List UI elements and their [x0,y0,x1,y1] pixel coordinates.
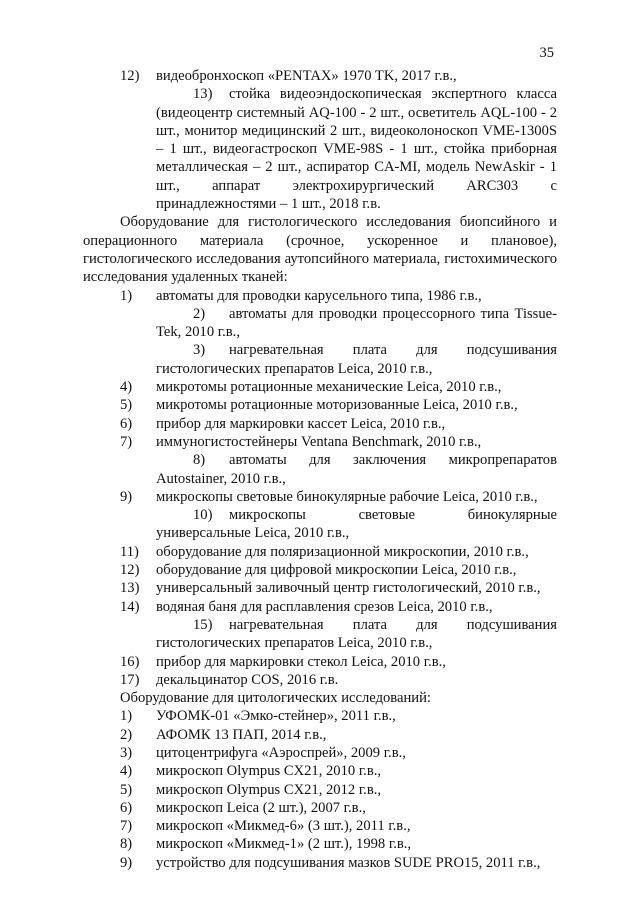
list-item-text: видеобронхоскоп «PENTAX» 1970 TK, 2017 г.в., [156,68,457,84]
list-item-number: 1) [120,287,133,304]
list-item-text: водяная баня для расплавления срезов Leica, 2010 г.в., [156,598,493,615]
list-item-number: 10) [193,507,213,524]
list-item [83,67,557,85]
list-item [83,671,557,689]
list-item-number: 7) [120,433,133,450]
list-item-text: автоматы для проводки карусельного типа, 1986 г.в., [156,287,482,304]
list-item-text: микротомы ротационные моторизованные Leica, 2010 г.в., [156,397,518,414]
list-item-text: микроскоп Olympus CX21, 2012 г.в., [156,781,382,798]
list-item-text: АФОМК 13 ПАП, 2014 г.в., [156,726,327,743]
list-item [83,488,557,506]
list-item-text: УФОМК-01 «Эмко-стейнер», 2011 г.в., [156,708,396,725]
list-item-number: 8) [193,452,206,469]
list-item [83,561,557,579]
list-item-number: 14) [120,598,140,615]
section-heading-histology: Оборудование для гистологического исследования биопсийного и операционного материала (срочное, ускоренное и плановое), гистологического исследования аутопсийного материала, гистохимического исследования удаленных тканей: [83,214,557,286]
list-item [83,287,557,305]
list-item [83,817,557,835]
list-item-number: 15) [193,616,213,633]
list-item [83,598,557,616]
list-item-text: стойка видеоэндоскопическая экспертного класса (видеоцентр системный AQ-100 - 2 шт., осветитель AQL-100 - 2 шт., монитор медицинский 2 шт., видеоколоноскоп VME-1300S – 1 шт., видеогастроскоп VME-98S - 1 шт., стойка приборная металлическая – 2 шт., аспиратор CA-MI, модель NewAskir - 1 шт., аппарат электрохирургический ARC303 с принадлежностями – 1 шт., 2018 г.в. [156,86,557,213]
list-item [83,707,557,725]
list-item-text: иммуногистостейнеры Ventana Benchmark, 2010 г.в., [156,433,482,450]
list-item-text: устройство для подсушивания мазков SUDE PRO15, 2011 г.в., [156,854,541,871]
list-item-text: оборудование для цифровой микроскопии Leica, 2010 г.в., [156,562,517,579]
list-item-text: микроскоп «Микмед-6» (3 шт.), 2011 г.в., [156,818,411,835]
section-heading-cytology: Оборудование для цитологических исследований: [120,690,431,707]
list-item-number: 13) [193,86,213,103]
list-item-number: 17) [120,671,140,688]
list-item-number: 16) [120,653,140,670]
list-item-text: микротомы ротационные механические Leica, 2010 г.в., [156,379,502,396]
list-item-number: 4) [120,763,133,780]
list-item [83,726,557,744]
list-item [83,305,557,342]
list-item-text: декальцинатор COS, 2016 г.в. [156,671,339,688]
list-item [83,616,557,653]
list-item-number: 8) [120,836,133,853]
list-item-number: 9) [120,488,133,505]
list-item [83,341,557,378]
list-item-text: универсальный заливочный центр гистологический, 2010 г.в., [156,580,541,597]
list-item-number: 7) [120,818,133,835]
list-item-text: микроскоп Olympus CX21, 2010 г.в., [156,763,382,780]
list-item-text: микроскоп «Микмед-1» (2 шт.), 1998 г.в., [156,836,412,853]
list-item-number: 9) [120,854,133,871]
list-item [83,378,557,396]
list-item [83,433,557,451]
list-item-number: 13) [120,580,140,597]
list-item-text: цитоцентрифуга «Аэроспрей», 2009 г.в., [156,744,406,761]
list-item [83,415,557,433]
list-item-number: 3) [193,342,206,359]
list-item-number: 2) [193,305,206,322]
list-item-number: 5) [120,781,133,798]
list-item-text: оборудование для поляризационной микроскопии, 2010 г.в., [156,543,529,560]
list-item [83,744,557,762]
list-item-text: микроскоп Leica (2 шт.), 2007 г.в., [156,799,366,816]
list-item [83,85,557,213]
list-item [83,653,557,671]
list-item-number: 12) [120,562,140,579]
list-item-number: 11) [120,543,139,560]
document-body [83,67,557,872]
list-item [83,543,557,561]
list-item-number: 12) [120,68,140,84]
list-item [83,762,557,780]
list-item-number: 3) [120,744,133,761]
list-item-text: нагревательная плата для подсушивания гистологических препаратов Leica, 2010 г.в., [156,342,557,377]
list-item-number: 6) [120,799,133,816]
list-item [83,396,557,414]
list-item [83,451,557,488]
list-item [83,854,557,872]
list-item-number: 1) [120,708,133,725]
page-number: 35 [539,45,554,61]
list-item-text: прибор для маркировки кассет Leica, 2010 г.в., [156,415,446,432]
list-item-number: 6) [120,415,133,432]
list-item-text: микроскопы световые бинокулярные универсальные Leica, 2010 г.в., [156,507,557,542]
list-item-text: автоматы для проводки процессорного типа Tissue-Tek, 2010 г.в., [156,305,557,341]
list-item-text: нагревательная плата для подсушивания гистологических препаратов Leica, 2010 г.в., [156,616,557,652]
list-item [83,781,557,799]
list-item-number: 2) [120,726,133,743]
list-item-text: микроскопы световые бинокулярные рабочие Leica, 2010 г.в., [156,488,538,505]
list-item [83,835,557,853]
list-item-text: прибор для маркировки стекол Leica, 2010 г.в., [156,653,446,670]
list-item-number: 5) [120,397,133,414]
list-item [83,506,557,543]
list-item [83,799,557,817]
list-item-number: 4) [120,379,133,396]
list-item [83,579,557,597]
list-item-text: автоматы для заключения микропрепаратов Autostainer, 2010 г.в., [156,452,557,487]
